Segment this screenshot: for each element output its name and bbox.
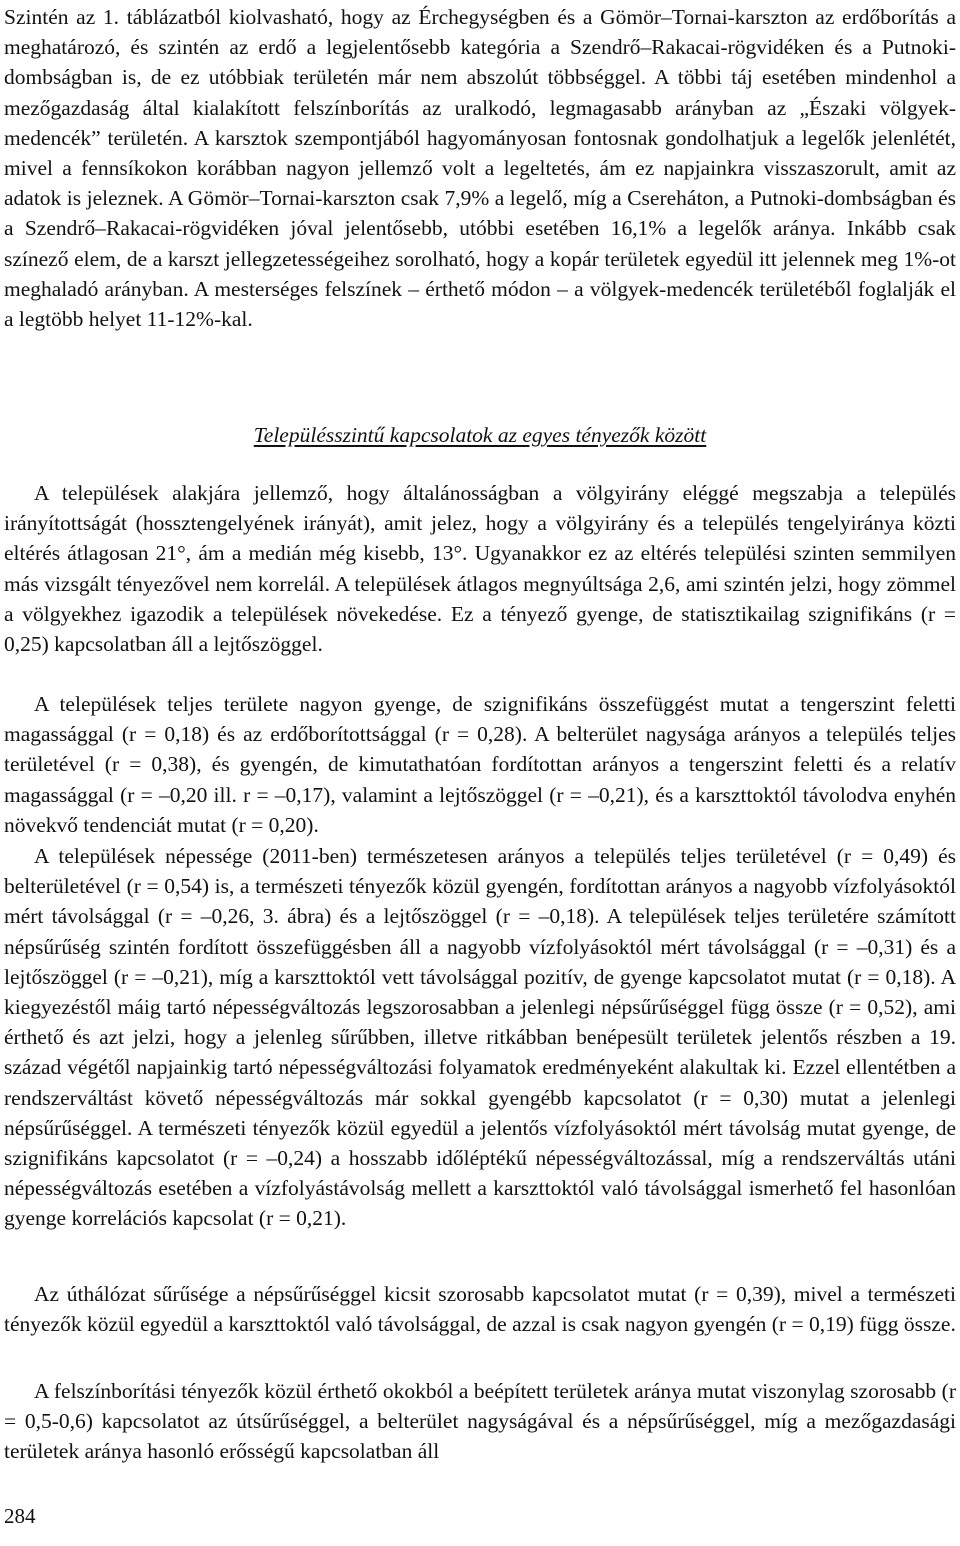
page-number: 284 bbox=[4, 1504, 36, 1528]
paragraph-settlement-area: A települések teljes területe nagyon gyenge, de szignifikáns összefüggést mutat a tengerszint feletti magassággal (r = 0,18) és az erdőborítottsággal (r = 0,28). A belterület nagysága arányos a település teljes területével (r = 0,38), és gyengén, de kimutathatóan fordítottan arányos a tengerszint feletti és a relatív magassággal (r = –0,20 ill. r = –0,17), valamint a lejtőszöggel (r = –0,21), és a karszttoktól távolodva enyhén növekvő tendenciát mutat (r = 0,20). bbox=[4, 692, 956, 837]
section-heading: Településszintű kapcsolatok az egyes tényezők között bbox=[253, 423, 707, 447]
paragraph-land-cover: Szintén az 1. táblázatból kiolvasható, hogy az Érchegységben és a Gömör–Tornai-karszton az erdőborítás a meghatározó, és szintén az erdő a legjelentősebb kategória a Szendrő–Rakacai-rögvidéken és a Putnoki-dombságban is, de ez utóbbiak területén már nem abszolút többséggel. A többi táj esetében mindenhol a mezőgazdaság által kialakított felszínborítás az uralkodó, legmagasabb arányban az „Északi völgyek-medencék” területén. A karsztok szempontjából hagyományosan fontosnak gondolhatjuk a legelők jelenlétét, mivel a fennsíkokon korábban nagyon jellemző volt a legeltetés, ám ez napjainkra visszaszorult, amit az adatok is jeleznek. A Gömör–Tornai-karszton csak 7,9% a legelő, míg a Csereháton, a Putnoki-dombságban és a Szendrő–Rakacai-rögvidéken jóval jelentősebb, utóbbi esetében 16,1% a legelők aránya. Inkább csak színező elem, de a karszt jellegzetességeihez sorolható, hogy a kopár területek egyedül itt jelennek meg 1%-ot meghaladó arányban. A mesterséges felszínek – érthető módon – a völgyek-medencék területéből foglalják el a legtöbb helyet 11-12%-kal. bbox=[4, 5, 956, 332]
paragraph-settlement-shape: A települések alakjára jellemző, hogy általánosságban a völgyirány eléggé megszabja a település irányítottságát (hossztengelyének irányát), amit jelez, hogy a völgyirány és a település tengelyiránya közti eltérés átlagosan 21°, ám a medián még kisebb, 13°. Ugyanakkor ez az eltérés települési szinten semmilyen más vizsgált tényezővel nem korrelál. A települések átlagos megnyúltsága 2,6, ami szintén jelzi, hogy zömmel a völgyekhez igazodik a települések növekedése. Ez a tényező gyenge, de statisztikailag szignifikáns (r = 0,25) kapcsolatban áll a lejtőszöggel. bbox=[4, 481, 956, 657]
paragraph-population: A települések népessége (2011-ben) természetesen arányos a település teljes területével (r = 0,49) és belterületével (r = 0,54) is, a természeti tényezők közül gyengén, fordítottan arányos a nagyobb vízfolyásoktól mért távolsággal (r = –0,26, 3. ábra) és a lejtőszöggel (r = –0,18). A települések teljes területére számított népsűrűség szintén fordított összefüggésben áll a nagyobb vízfolyásoktól mért távolsággal (r = –0,31) és a lejtőszöggel (r = –0,21), míg a karszttoktól vett távolsággal pozitív, de gyenge kapcsolatot mutat (r = 0,18). A kiegyezéstől máig tartó népességváltozás legszorosabban a jelenlegi népsűrűséggel függ össze (r = 0,52), ami érthető és azt jelzi, hogy a jelenleg sűrűbben, illetve ritkábban benépesült területek jelentős részben a 19. század végétől napjainkig tartó népességváltozási folyamatok eredményeként alakultak ki. Ezzel ellentétben a rendszerváltást követő népességváltozás már sokkal gyengébb kapcsolatot (r = 0,30) mutat a jelenlegi népsűrűséggel. A természeti tényezők közül egyedül a jelentős vízfolyásoktól mért távolság mutat gyenge, de szignifikáns kapcsolatot (r = –0,24) a hosszabb időléptékű népességváltozással, míg a rendszerváltás utáni népességváltozás esetében a vízfolyástávolság mellett a karszttoktól való távolsággal ismerhető fel hasonlóan gyenge korrelációs kapcsolat (r = 0,21). bbox=[4, 844, 956, 1231]
paragraph-land-cover-factors: A felszínborítási tényezők közül érthető okokból a beépített területek aránya mutat viszonylag szorosabb (r = 0,5-0,6) kapcsolatot az útsűrűséggel, a belterület nagyságával és a népsűrűséggel, míg a mezőgazdasági területek aránya hasonló erősségű kapcsolatban áll bbox=[4, 1379, 956, 1464]
paragraph-road-network: Az úthálózat sűrűsége a népsűrűséggel kicsit szorosabb kapcsolatot mutat (r = 0,39), mivel a természeti tényezők közül egyedül a karszttoktól való távolsággal, de azzal is csak nagyon gyengén (r = 0,19) függ össze. bbox=[4, 1282, 956, 1337]
